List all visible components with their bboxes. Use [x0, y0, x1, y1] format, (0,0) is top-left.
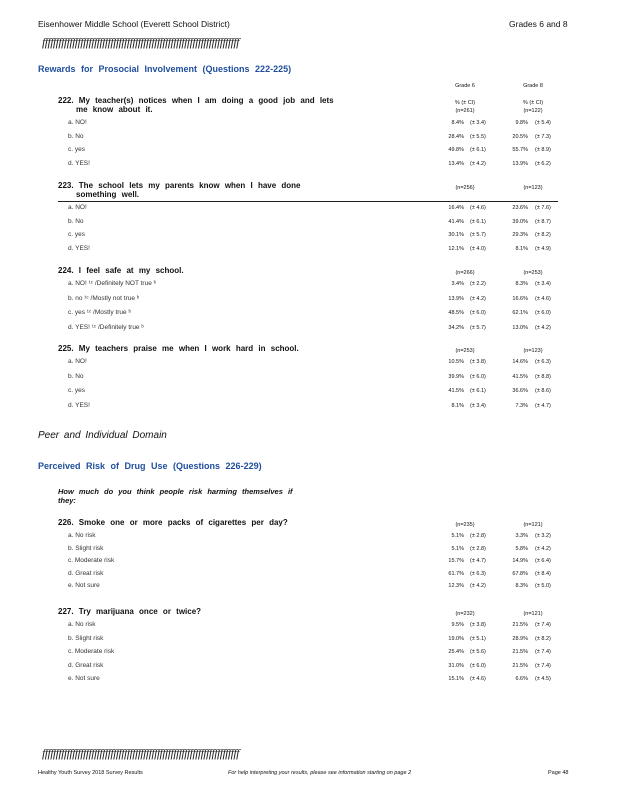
grade6-n: (n=266) — [455, 270, 475, 276]
grade6-percent: 31.0% — [448, 662, 464, 669]
grade8-n: (n=253) — [523, 270, 543, 276]
grade6-percent: 15.1% — [448, 676, 464, 682]
grade6-ci: (± 4.6) — [470, 676, 486, 682]
option-label: c. yes ¹ᶜ /Mostly true ᵇ — [68, 309, 131, 316]
option-label: a. NO! — [68, 204, 87, 211]
grade6-ci: (± 3.8) — [470, 622, 486, 628]
grade6-percent: 16.4% — [448, 205, 464, 211]
grade6-ci: (± 5.5) — [470, 133, 486, 140]
grade6-percent: 13.9% — [448, 295, 464, 302]
option-label: c. yes — [68, 146, 85, 153]
grade8-percent: 9.8% — [515, 120, 528, 126]
grade8-ci: (± 5.4) — [535, 120, 551, 126]
grade8-stat-header: % (± CI) — [522, 100, 544, 106]
grade8-percent: 3.3% — [515, 533, 528, 539]
grade6-ci: (± 3.4) — [470, 120, 486, 126]
grade6-ci: (± 6.1) — [470, 147, 486, 153]
grade8-ci: (± 7.4) — [535, 662, 551, 669]
grade8-percent: 28.9% — [512, 635, 528, 642]
school-header: Eisenhower Middle School (Everett School District) — [38, 19, 230, 29]
grade6-ci: (± 5.7) — [470, 324, 486, 331]
grade8-percent: 6.6% — [515, 676, 528, 682]
option-label: b. Slight risk — [68, 634, 104, 642]
option-label: a. No risk — [68, 621, 96, 628]
footer-survey: Healthy Youth Survey 2018 Survey Results — [38, 770, 143, 776]
grade6-percent: 10.5% — [448, 359, 464, 365]
grade6-percent: 5.1% — [451, 545, 464, 552]
option-label: d. Great risk — [68, 661, 104, 669]
grade8-n: (n=123) — [523, 185, 543, 191]
grade6-percent: 49.8% — [448, 147, 464, 153]
grade6-ci: (± 6.1) — [470, 218, 486, 225]
option-label: c. Moderate risk — [68, 648, 115, 655]
section2-title: Perceived Risk of Drug Use (Questions 226-229) — [38, 461, 262, 471]
option-label: a. NO! — [68, 119, 87, 126]
option-label: d. YES! — [68, 159, 90, 167]
grade8-ci: (± 7.6) — [535, 205, 551, 211]
grade6-ci: (± 2.2) — [470, 281, 486, 287]
grade6-percent: 15.7% — [448, 558, 464, 564]
grade6-percent: 5.1% — [451, 533, 464, 539]
grade6-n: (n=235) — [455, 522, 475, 528]
grade8-ci: (± 8.2) — [535, 635, 551, 642]
grade6-ci: (± 5.1) — [470, 635, 486, 642]
grade6-ci: (± 2.8) — [470, 533, 486, 539]
question-text: 223. The school lets my parents know when I have done — [58, 181, 301, 190]
grade8-percent: 5.8% — [515, 545, 528, 552]
grade8-percent: 8.3% — [515, 583, 528, 589]
grade6-ci: (± 4.6) — [470, 205, 486, 211]
option-label: a. NO! ¹ᶜ /Definitely NOT true ᵇ — [68, 280, 157, 287]
section-title: Rewards for Prosocial Involvement (Questions 222-225) — [38, 64, 292, 74]
grade8-percent: 8.1% — [515, 245, 528, 252]
option-label: c. Moderate risk — [68, 557, 115, 564]
grade8-n: (n=121) — [523, 611, 543, 617]
grade6-ci: (± 6.3) — [470, 570, 486, 577]
grade8-percent: 62.1% — [512, 310, 528, 316]
grade6-percent: 12.3% — [448, 583, 464, 589]
grade6-ci: (± 6.0) — [470, 373, 486, 380]
grade8-ci: (± 7.4) — [535, 622, 551, 628]
intro-line-2: they: — [58, 496, 76, 505]
grade8-ci: (± 6.3) — [535, 359, 551, 365]
option-label: d. YES! — [68, 401, 90, 409]
grade8-ci: (± 4.7) — [535, 402, 551, 409]
grade8-ci: (± 8.7) — [535, 218, 551, 225]
grade6-ci: (± 4.2) — [470, 160, 486, 167]
grade8-ci: (± 5.0) — [535, 583, 551, 589]
grade6-ci: (± 3.4) — [470, 402, 486, 409]
option-label: e. Not sure — [68, 675, 100, 682]
grade6-percent: 61.7% — [448, 570, 464, 577]
grade8-ci: (± 4.2) — [535, 545, 551, 552]
grade6-percent: 34.2% — [448, 324, 464, 331]
grade8-ci: (± 7.3) — [535, 133, 551, 140]
grade8-ci: (± 7.4) — [535, 649, 551, 655]
grade8-header: Grade 8 — [523, 83, 543, 89]
grade6-percent: 19.0% — [448, 635, 464, 642]
question-text-cont: something well. — [76, 190, 140, 199]
top-divider: ffffffffffffffffffffffffffffffffffffffffffffffffffffffffffffffffffffffff — [42, 35, 239, 49]
grade8-percent: 14.6% — [512, 359, 528, 365]
grade8-ci: (± 4.6) — [535, 295, 551, 302]
option-label: b. Slight risk — [68, 544, 104, 552]
grade6-percent: 48.5% — [448, 310, 464, 316]
grade6-ci: (± 5.6) — [470, 649, 486, 655]
grade6-ci: (± 6.1) — [470, 388, 486, 394]
page-number: Page 48 — [548, 770, 569, 776]
question-text: 225. My teachers praise me when I work hard in school. — [58, 344, 299, 353]
grade8-percent: 55.7% — [512, 147, 528, 153]
grade6-percent: 41.5% — [448, 388, 464, 394]
grade8-ci: (± 6.0) — [535, 310, 551, 316]
question-text: 222. My teacher(s) notices when I am doing a good job and lets — [58, 96, 334, 105]
grade8-ci: (± 8.8) — [535, 373, 551, 380]
grade8-percent: 23.6% — [512, 205, 528, 211]
grade8-ci: (± 8.9) — [535, 147, 551, 153]
question-text-cont: me know about it. — [76, 105, 153, 114]
grade8-percent: 7.3% — [515, 402, 528, 409]
intro-line-1: How much do you think people risk harming themselves if — [58, 487, 293, 496]
grade8-percent: 16.6% — [512, 295, 528, 302]
grade6-ci: (± 2.8) — [470, 545, 486, 552]
grade6-n: (n=232) — [455, 611, 475, 617]
question-text: 224. I feel safe at my school. — [58, 266, 184, 275]
question-text: 226. Smoke one or more packs of cigarettes per day? — [58, 518, 288, 527]
option-label: b. No — [68, 217, 84, 225]
grade6-ci: (± 5.7) — [470, 232, 486, 238]
option-label: c. yes — [68, 231, 85, 238]
grade8-ci: (± 8.4) — [535, 570, 551, 577]
grade6-percent: 41.4% — [448, 218, 464, 225]
grade8-percent: 8.3% — [515, 281, 528, 287]
grade8-percent: 21.5% — [512, 622, 528, 628]
option-label: b. no ¹ᶜ /Mostly not true ᵇ — [68, 294, 140, 302]
grade6-header: Grade 6 — [455, 83, 475, 89]
grade6-ci: (± 6.0) — [470, 662, 486, 669]
grade6-percent: 3.4% — [451, 281, 464, 287]
grade8-ci: (± 4.5) — [535, 676, 551, 682]
grade8-percent: 21.5% — [512, 649, 528, 655]
domain-title: Peer and Individual Domain — [38, 430, 167, 441]
option-label: a. NO! — [68, 358, 87, 365]
grade8-percent: 29.3% — [512, 232, 528, 238]
option-label: b. No — [68, 132, 84, 140]
footer-help: For help interpreting your results, please see information starting on page 2 — [228, 770, 412, 776]
grade6-percent: 12.1% — [448, 245, 464, 252]
grade8-n: (n=122) — [523, 108, 543, 114]
grade8-percent: 13.9% — [512, 160, 528, 167]
grade8-ci: (± 6.2) — [535, 160, 551, 167]
grade6-percent: 25.4% — [448, 649, 464, 655]
grade8-ci: (± 4.9) — [535, 245, 551, 252]
grade6-percent: 8.4% — [451, 120, 464, 126]
grade8-ci: (± 3.2) — [535, 533, 551, 539]
option-label: b. No — [68, 372, 84, 380]
grade8-percent: 13.0% — [512, 324, 528, 331]
option-label: d. Great risk — [68, 569, 104, 577]
grade6-ci: (± 4.0) — [470, 245, 486, 252]
grade8-percent: 67.8% — [512, 570, 528, 577]
grade8-ci: (± 3.4) — [535, 281, 551, 287]
grade6-percent: 39.9% — [448, 373, 464, 380]
grade6-ci: (± 3.8) — [470, 359, 486, 365]
grade6-n: (n=256) — [455, 185, 475, 191]
bottom-divider: ffffffffffffffffffffffffffffffffffffffffffffffffffffffffffffffffffffffff — [42, 746, 239, 760]
option-label: d. YES! ¹ᶜ /Definitely true ᵇ — [68, 323, 144, 331]
grade6-stat-header: % (± CI) — [454, 100, 476, 106]
grade8-percent: 14.9% — [512, 558, 528, 564]
grade8-ci: (± 4.2) — [535, 324, 551, 331]
grade6-ci: (± 6.0) — [470, 310, 486, 316]
question-text: 227. Try marijuana once or twice? — [58, 607, 202, 616]
grade6-percent: 28.4% — [448, 133, 464, 140]
grade8-percent: 36.6% — [512, 388, 528, 394]
grade6-n: (n=253) — [455, 348, 475, 354]
grade6-percent: 13.4% — [448, 160, 464, 167]
option-label: c. yes — [68, 387, 85, 394]
grade8-percent: 41.5% — [512, 373, 528, 380]
option-label: a. No risk — [68, 532, 96, 539]
grade6-percent: 8.1% — [451, 402, 464, 409]
grade8-percent: 39.0% — [512, 218, 528, 225]
option-label: e. Not sure — [68, 582, 100, 589]
grade8-percent: 20.5% — [512, 133, 528, 140]
question-divider — [58, 201, 558, 202]
grades-header: Grades 6 and 8 — [509, 19, 568, 29]
section2-intro — [58, 487, 293, 505]
grade6-ci: (± 4.2) — [470, 583, 486, 589]
grade8-ci: (± 6.4) — [535, 558, 551, 564]
grade8-ci: (± 8.6) — [535, 388, 551, 394]
grade6-n: (n=261) — [455, 108, 475, 114]
grade8-percent: 21.5% — [512, 662, 528, 669]
option-label: d. YES! — [68, 244, 90, 252]
grade8-n: (n=123) — [523, 348, 543, 354]
grade8-n: (n=121) — [523, 522, 543, 528]
grade6-ci: (± 4.2) — [470, 295, 486, 302]
grade6-percent: 9.5% — [451, 622, 464, 628]
grade8-ci: (± 8.2) — [535, 232, 551, 238]
grade6-percent: 30.1% — [448, 232, 464, 238]
grade6-ci: (± 4.7) — [470, 558, 486, 564]
